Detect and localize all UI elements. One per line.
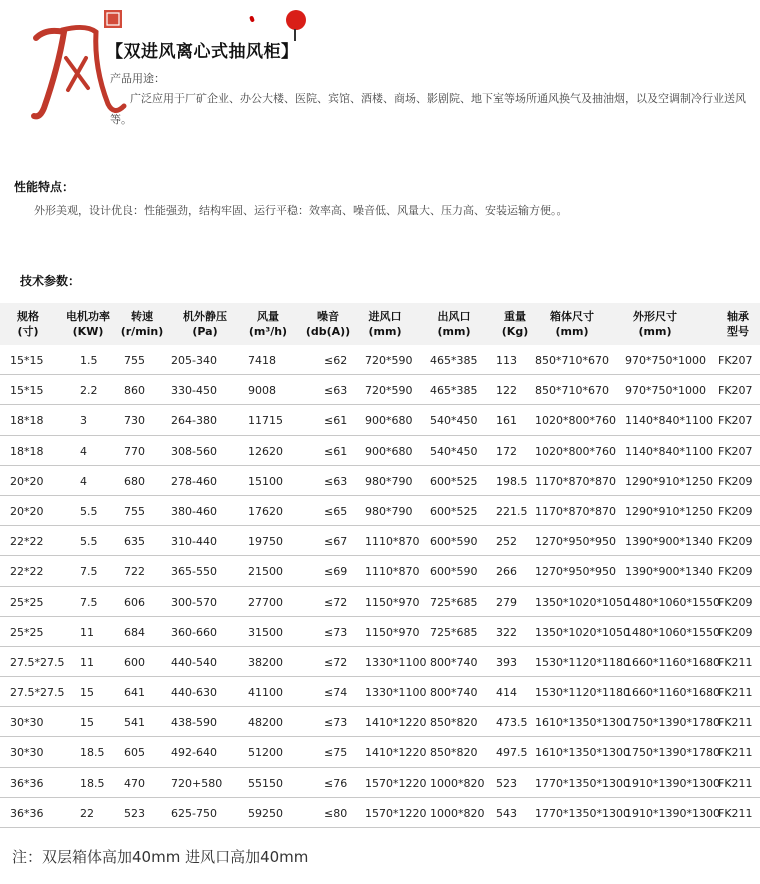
table-cell: FK209 (718, 504, 753, 518)
table-cell: 11 (80, 625, 94, 639)
table-row (0, 556, 760, 586)
table-cell: ≤61 (324, 444, 348, 458)
column-header-line1: 机外静压 (183, 310, 227, 323)
table-cell: 543 (496, 806, 517, 820)
table-cell: 7.5 (80, 595, 98, 609)
table-cell: 1290*910*1250 (625, 474, 713, 488)
table-cell: 41100 (248, 686, 283, 700)
red-balloon-icon (286, 10, 306, 30)
table-cell: FK207 (718, 384, 753, 398)
table-cell: 540*450 (430, 444, 478, 458)
table-cell: ≤67 (324, 535, 348, 549)
features-title: 性能特点： (14, 180, 75, 194)
table-cell: 1390*900*1340 (625, 565, 713, 579)
table-cell: 641 (124, 686, 145, 700)
table-cell: 1660*1160*1680 (625, 655, 720, 669)
table-body (0, 345, 760, 828)
table-cell: 48200 (248, 716, 283, 730)
table-cell: 198.5 (496, 474, 528, 488)
table-cell: 1110*870 (365, 535, 420, 549)
table-cell: 1610*1350*1300 (535, 746, 630, 760)
column-header (716, 309, 760, 339)
table-row (0, 677, 760, 707)
table-cell: 22*22 (10, 565, 44, 579)
tech-params-title: 技术参数： (20, 274, 81, 288)
table-cell: 310-440 (171, 535, 217, 549)
table-cell: 300-570 (171, 595, 217, 609)
table-cell: 1390*900*1340 (625, 535, 713, 549)
table-cell: 1910*1390*1300 (625, 806, 720, 820)
table-cell: 1350*1020*1050 (535, 595, 630, 609)
table-cell: ≤73 (324, 716, 348, 730)
table-cell: 1330*1100 (365, 686, 427, 700)
table-cell: 5.5 (80, 535, 98, 549)
table-cell: 264-380 (171, 414, 217, 428)
table-cell: 1770*1350*1300 (535, 776, 630, 790)
column-header-line2: (m³/h) (248, 325, 288, 338)
table-cell: 360-660 (171, 625, 217, 639)
table-cell: 970*750*1000 (625, 354, 706, 367)
table-cell: 1150*970 (365, 625, 420, 639)
table-cell: 21500 (248, 565, 283, 579)
table-cell: 600*590 (430, 565, 478, 579)
column-header-line1: 外形尺寸 (633, 310, 677, 323)
table-cell: 1270*950*950 (535, 535, 616, 549)
usage-text: 广泛应用于厂矿企业、办公大楼、医院、宾馆、酒楼、商场、影剧院、地下室等场所通风换气及抽油烟，以及空调制冷行业送风等。 (110, 92, 746, 126)
table-cell: 540*450 (430, 414, 478, 428)
table-cell: 27.5*27.5 (10, 655, 65, 669)
table-cell: ≤65 (324, 504, 348, 518)
column-header-line2: (r/min) (120, 325, 164, 338)
footnote: 注：双层箱体高加40mm 进风口高加40mm (12, 848, 309, 866)
table-cell: 600 (124, 655, 145, 669)
table-cell: ≤76 (324, 776, 348, 790)
table-cell: 800*740 (430, 655, 478, 669)
usage-label: 产品用途： (110, 72, 165, 85)
table-cell: 279 (496, 595, 517, 609)
table-cell: 755 (124, 504, 145, 518)
table-row (0, 526, 760, 556)
table-cell: ≤63 (324, 384, 348, 398)
column-header-line2: (KW) (72, 325, 104, 338)
table-cell: 221.5 (496, 504, 528, 518)
table-cell: ≤72 (324, 595, 348, 609)
column-header (527, 309, 617, 339)
table-cell: 15*15 (10, 354, 44, 367)
table-cell: 414 (496, 686, 517, 700)
table-cell: 27700 (248, 595, 283, 609)
table-cell: ≤80 (324, 806, 348, 820)
table-cell: 900*680 (365, 414, 413, 428)
table-cell: 720*590 (365, 354, 413, 367)
table-cell: 1020*800*760 (535, 414, 616, 428)
table-cell: 11715 (248, 414, 283, 428)
table-cell: 1000*820 (430, 776, 485, 790)
table-cell: 600*590 (430, 535, 478, 549)
column-header-line2: (寸) (17, 325, 39, 338)
table-cell: 113 (496, 354, 517, 367)
table-cell: 625-750 (171, 806, 217, 820)
column-header-line1: 轴承 (727, 310, 749, 323)
features-text: 外形美观，设计优良：性能强劲，结构牢固、运行平稳：效率高、噪音低、风量大、压力高、安装运输方便。。 (34, 204, 568, 217)
table-cell: 17620 (248, 504, 283, 518)
table-cell: 438-590 (171, 716, 217, 730)
table-cell: 635 (124, 535, 145, 549)
table-row (0, 496, 760, 526)
table-cell: 7418 (248, 354, 276, 367)
table-cell: 605 (124, 746, 145, 760)
table-cell: FK209 (718, 565, 753, 579)
column-header-line1: 进风口 (368, 310, 402, 323)
table-cell: 36*36 (10, 806, 44, 820)
table-row (0, 587, 760, 617)
table-cell: 1910*1390*1300 (625, 776, 720, 790)
column-header (298, 309, 358, 339)
table-cell: 492-640 (171, 746, 217, 760)
table-cell: 1530*1120*1180 (535, 686, 630, 700)
table-cell: 18*18 (10, 444, 44, 458)
table-cell: 12620 (248, 444, 283, 458)
table-cell: 15100 (248, 474, 283, 488)
table-cell: 22 (80, 806, 94, 820)
table-cell: ≤73 (324, 625, 348, 639)
table-cell: 465*385 (430, 354, 478, 367)
column-header-line1: 转速 (131, 310, 153, 323)
column-header (0, 309, 56, 339)
table-cell: 4 (80, 474, 87, 488)
table-cell: 322 (496, 625, 517, 639)
column-header-line2: (mm) (368, 325, 402, 338)
table-cell: 470 (124, 776, 145, 790)
table-cell: FK209 (718, 474, 753, 488)
table-cell: 1170*870*870 (535, 504, 616, 518)
table-cell: 720*590 (365, 384, 413, 398)
table-cell: 440-630 (171, 686, 217, 700)
table-row (0, 405, 760, 435)
table-cell: 523 (496, 776, 517, 790)
table-cell: FK211 (718, 716, 753, 730)
column-header (238, 309, 298, 339)
table-cell: 122 (496, 384, 517, 398)
table-cell: ≤72 (324, 655, 348, 669)
table-cell: 1350*1020*1050 (535, 625, 630, 639)
table-cell: FK211 (718, 776, 753, 790)
column-header (167, 309, 243, 339)
table-cell: 2.2 (80, 384, 98, 398)
table-cell: FK211 (718, 746, 753, 760)
table-cell: 680 (124, 474, 145, 488)
table-cell: 850*820 (430, 716, 478, 730)
spec-table (0, 303, 760, 828)
table-row (0, 647, 760, 677)
column-header-line2: (mm) (638, 325, 672, 338)
table-cell: 252 (496, 535, 517, 549)
table-cell: 1000*820 (430, 806, 485, 820)
table-cell: 161 (496, 414, 517, 428)
table-cell: 850*820 (430, 746, 478, 760)
table-cell: 1530*1120*1180 (535, 655, 630, 669)
table-cell: 980*790 (365, 474, 413, 488)
table-row (0, 737, 760, 767)
table-cell: 308-560 (171, 444, 217, 458)
table-cell: 31500 (248, 625, 283, 639)
table-cell: ≤61 (324, 414, 348, 428)
table-cell: FK207 (718, 354, 753, 367)
table-cell: 20*20 (10, 504, 44, 518)
table-cell: 27.5*27.5 (10, 686, 65, 700)
table-cell: FK207 (718, 444, 753, 458)
table-cell: 365-550 (171, 565, 217, 579)
table-cell: 1480*1060*1550 (625, 595, 720, 609)
table-cell: FK209 (718, 625, 753, 639)
table-cell: 5.5 (80, 504, 98, 518)
table-cell: 22*22 (10, 535, 44, 549)
table-cell: 970*750*1000 (625, 384, 706, 398)
table-cell: 1570*1220 (365, 776, 427, 790)
column-header-line1: 箱体尺寸 (550, 310, 594, 323)
table-cell: 755 (124, 354, 145, 367)
table-cell: ≤75 (324, 746, 348, 760)
table-cell: 900*680 (365, 444, 413, 458)
table-cell: 606 (124, 595, 145, 609)
table-cell: 25*25 (10, 595, 44, 609)
table-cell: 980*790 (365, 504, 413, 518)
table-row (0, 707, 760, 737)
page-title: 【双进风离心式抽风柜】 (106, 42, 299, 62)
table-cell: 684 (124, 625, 145, 639)
column-header-line1: 电机功率 (66, 310, 110, 323)
column-header-line1: 噪音 (317, 310, 339, 323)
decorative-dot (249, 15, 255, 22)
table-cell: 1750*1390*1780 (625, 746, 720, 760)
table-cell: 18.5 (80, 746, 105, 760)
table-cell: FK209 (718, 595, 753, 609)
table-cell: 1150*970 (365, 595, 420, 609)
table-cell: 393 (496, 655, 517, 669)
table-cell: 1170*870*870 (535, 474, 616, 488)
table-cell: 725*685 (430, 595, 478, 609)
table-cell: 38200 (248, 655, 283, 669)
table-cell: ≤74 (324, 686, 348, 700)
table-cell: 18*18 (10, 414, 44, 428)
table-cell: ≤69 (324, 565, 348, 579)
table-cell: 1140*840*1100 (625, 444, 713, 458)
table-cell: 30*30 (10, 716, 44, 730)
table-cell: 330-450 (171, 384, 217, 398)
table-cell: 9008 (248, 384, 276, 398)
table-cell: 59250 (248, 806, 283, 820)
table-cell: 4 (80, 444, 87, 458)
table-cell: 15*15 (10, 384, 44, 398)
table-cell: 51200 (248, 746, 283, 760)
table-cell: 722 (124, 565, 145, 579)
table-cell: ≤63 (324, 474, 348, 488)
table-cell: 20*20 (10, 474, 44, 488)
table-cell: 1770*1350*1300 (535, 806, 630, 820)
table-cell: 1.5 (80, 354, 98, 367)
table-cell: 600*525 (430, 474, 478, 488)
column-header (610, 309, 700, 339)
table-cell: 3 (80, 414, 87, 428)
table-cell: FK211 (718, 655, 753, 669)
table-cell: 1660*1160*1680 (625, 686, 720, 700)
table-cell: 600*525 (430, 504, 478, 518)
table-cell: 1330*1100 (365, 655, 427, 669)
table-cell: 523 (124, 806, 145, 820)
table-cell: 19750 (248, 535, 283, 549)
column-header (112, 309, 172, 339)
table-cell: 15 (80, 686, 94, 700)
table-cell: 850*710*670 (535, 384, 609, 398)
table-cell: 1610*1350*1300 (535, 716, 630, 730)
table-cell: 1570*1220 (365, 806, 427, 820)
column-header-line2: (db(A)) (305, 325, 351, 338)
table-cell: 541 (124, 716, 145, 730)
table-cell: 1480*1060*1550 (625, 625, 720, 639)
table-cell: FK209 (718, 535, 753, 549)
table-cell: 266 (496, 565, 517, 579)
table-cell: 15 (80, 716, 94, 730)
table-row (0, 466, 760, 496)
table-cell: 1750*1390*1780 (625, 716, 720, 730)
table-cell: 7.5 (80, 565, 98, 579)
table-cell: 30*30 (10, 746, 44, 760)
table-cell: 770 (124, 444, 145, 458)
table-cell: 725*685 (430, 625, 478, 639)
table-cell: 1290*910*1250 (625, 504, 713, 518)
column-header (56, 309, 120, 339)
table-cell: 1410*1220 (365, 716, 427, 730)
column-header-line1: 规格 (17, 310, 39, 323)
column-header-line2: (mm) (555, 325, 589, 338)
table-cell: FK211 (718, 806, 753, 820)
table-row (0, 768, 760, 798)
column-header-line2: (Pa) (192, 325, 218, 338)
table-cell: 380-460 (171, 504, 217, 518)
column-header-line2: (mm) (437, 325, 471, 338)
table-cell: 25*25 (10, 625, 44, 639)
table-cell: 18.5 (80, 776, 105, 790)
table-cell: 1020*800*760 (535, 444, 616, 458)
column-header-line2: 型号 (727, 325, 749, 338)
column-header (419, 309, 489, 339)
table-cell: 720+580 (171, 776, 223, 790)
table-cell: 1110*870 (365, 565, 420, 579)
column-header-line1: 风量 (257, 310, 279, 323)
table-cell: FK207 (718, 414, 753, 428)
table-cell: 11 (80, 655, 94, 669)
table-cell: 172 (496, 444, 517, 458)
table-cell: 1140*840*1100 (625, 414, 713, 428)
column-header-line1: 重量 (504, 310, 526, 323)
table-row (0, 375, 760, 405)
table-row (0, 345, 760, 375)
table-cell: 800*740 (430, 686, 478, 700)
column-header-line1: 出风口 (437, 310, 471, 323)
table-cell: 465*385 (430, 384, 478, 398)
table-cell: 36*36 (10, 776, 44, 790)
table-row (0, 798, 760, 828)
table-row (0, 436, 760, 466)
table-cell: 205-340 (171, 354, 217, 367)
table-header (0, 303, 760, 345)
table-cell: 850*710*670 (535, 354, 609, 367)
table-cell: FK211 (718, 686, 753, 700)
table-cell: 497.5 (496, 746, 528, 760)
table-cell: 473.5 (496, 716, 528, 730)
table-cell: 278-460 (171, 474, 217, 488)
table-cell: 440-540 (171, 655, 217, 669)
column-header-line2: (Kg) (501, 325, 529, 338)
table-cell: 1410*1220 (365, 746, 427, 760)
column-header (350, 309, 420, 339)
table-cell: 1270*950*950 (535, 565, 616, 579)
table-cell: ≤62 (324, 354, 348, 367)
table-cell: 860 (124, 384, 145, 398)
table-row (0, 617, 760, 647)
table-cell: 730 (124, 414, 145, 428)
table-cell: 55150 (248, 776, 283, 790)
